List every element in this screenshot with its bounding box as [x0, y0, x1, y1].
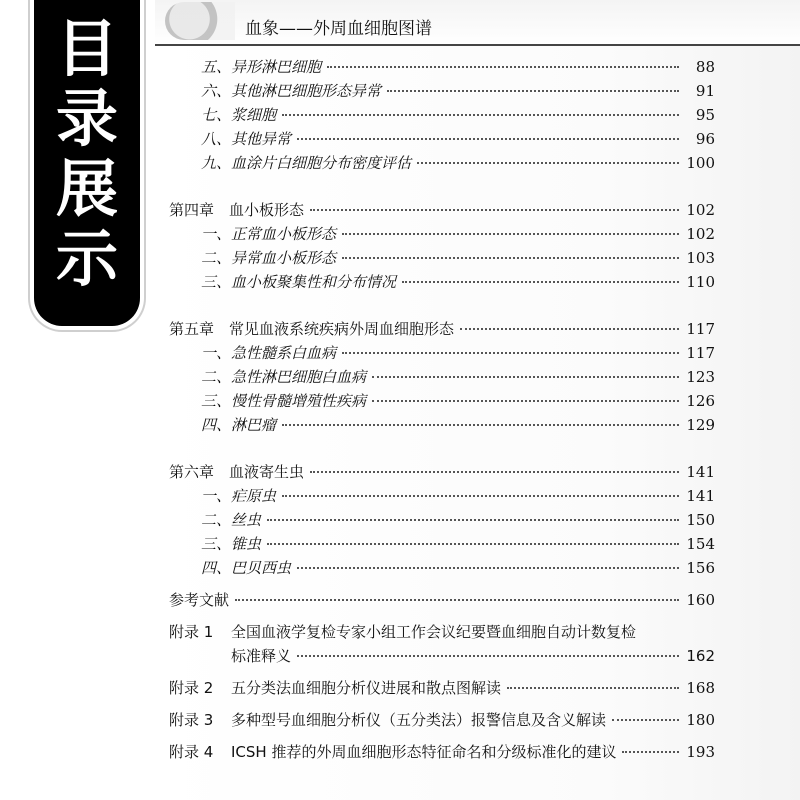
toc-page-number: 162 — [686, 647, 715, 665]
leader-dots — [372, 376, 679, 378]
toc-page-number: 103 — [686, 249, 715, 267]
leader-dots — [327, 66, 679, 68]
banner-char: 展 — [55, 152, 118, 225]
toc-entry-label: 六、其他淋巴细胞形态异常 — [201, 82, 382, 100]
appendix-tag: 附录 3 — [169, 711, 214, 729]
appendix-title: 五分类法血细胞分析仪进展和散点图解读 — [231, 679, 502, 697]
toc-page-number: 180 — [686, 711, 715, 729]
book-page — [155, 0, 800, 800]
leader-dots — [612, 719, 679, 721]
toc-entry[interactable] — [155, 104, 715, 128]
toc-entry[interactable] — [155, 342, 715, 366]
toc-page-number: 126 — [686, 392, 715, 410]
toc-references-label: 参考文献 — [169, 591, 230, 609]
toc-entry[interactable] — [155, 366, 715, 390]
leader-dots — [297, 138, 679, 140]
toc-page-number: 141 — [686, 487, 715, 505]
toc-entry[interactable] — [155, 557, 715, 581]
leader-dots — [297, 655, 679, 657]
leader-dots — [342, 233, 679, 235]
appendix-title: ICSH 推荐的外周血细胞形态特征命名和分级标准化的建议 — [231, 743, 617, 761]
leader-dots — [342, 257, 679, 259]
toc-entry[interactable] — [155, 128, 715, 152]
toc-page-number: 117 — [686, 320, 715, 338]
toc-entry-label: 一、正常血小板形态 — [201, 225, 337, 243]
toc-entry-label: 二、急性淋巴细胞白血病 — [201, 368, 367, 386]
toc-chapter[interactable] — [169, 199, 715, 223]
toc-entry[interactable] — [155, 390, 715, 414]
toc-appendix-1-cont[interactable] — [231, 645, 715, 669]
toc-entry[interactable] — [155, 485, 715, 509]
toc-references[interactable] — [169, 589, 715, 613]
toc-chapter[interactable] — [169, 461, 715, 485]
toc-chapter-label: 第四章 血小板形态 — [169, 201, 305, 219]
toc-chapter[interactable] — [169, 318, 715, 342]
toc-chapter-label: 第六章 血液寄生虫 — [169, 463, 305, 481]
leader-dots — [342, 352, 679, 354]
leader-dots — [282, 114, 679, 116]
leader-dots — [235, 599, 679, 601]
toc-entry-label: 一、疟原虫 — [201, 487, 277, 505]
leader-dots — [310, 209, 679, 211]
toc-page-number: 117 — [686, 344, 715, 362]
toc-appendix-3[interactable] — [169, 709, 715, 733]
leader-dots — [267, 519, 679, 521]
toc-entry[interactable] — [155, 223, 715, 247]
toc-entry-label: 五、异形淋巴细胞 — [201, 58, 322, 76]
toc-appendix-1[interactable] — [169, 621, 715, 645]
toc-page-number: 96 — [695, 130, 715, 148]
toc-appendix-2[interactable] — [169, 677, 715, 701]
toc-page-number: 102 — [686, 225, 715, 243]
toc-entry[interactable] — [155, 271, 715, 295]
toc-entry-label: 一、急性髓系白血病 — [201, 344, 337, 362]
appendix-title-cont: 标准释义 — [231, 647, 292, 665]
toc-entry-label: 二、丝虫 — [201, 511, 262, 529]
toc-entry-label: 四、巴贝西虫 — [201, 559, 292, 577]
toc-entry[interactable] — [155, 414, 715, 438]
toc-appendix-4[interactable] — [169, 741, 715, 765]
toc-entry-label: 八、其他异常 — [201, 130, 292, 148]
toc-page-number: 123 — [686, 368, 715, 386]
toc-page-number: 88 — [695, 58, 715, 76]
appendix-tag: 附录 2 — [169, 679, 214, 697]
catalog-banner — [34, 0, 140, 326]
book-title: 血象——外周血细胞图谱 — [245, 19, 432, 39]
leader-dots — [297, 567, 679, 569]
leader-dots — [282, 424, 679, 426]
leader-dots — [402, 281, 679, 283]
toc-page-number: 156 — [686, 559, 715, 577]
toc-entry-label: 三、血小板聚集性和分布情况 — [201, 273, 397, 291]
leader-dots — [460, 328, 679, 330]
appendix-tag: 附录 1 — [169, 623, 214, 641]
toc-page-number: 141 — [686, 463, 715, 481]
appendix-tag: 附录 4 — [169, 743, 214, 761]
leader-dots — [387, 90, 679, 92]
toc-page-number: 160 — [686, 591, 715, 609]
toc-page-number: 154 — [686, 535, 715, 553]
toc-entry[interactable] — [155, 247, 715, 271]
banner-char: 目 — [55, 12, 118, 85]
leader-dots — [507, 687, 679, 689]
toc-entry-label: 四、淋巴瘤 — [201, 416, 277, 434]
banner-char: 录 — [55, 82, 118, 155]
appendix-title: 全国血液学复检专家小组工作会议纪要暨血细胞自动计数复检 — [231, 623, 637, 641]
toc-page-number: 110 — [686, 273, 715, 291]
toc-entry-label: 三、锥虫 — [201, 535, 262, 553]
toc-chapter-label: 第五章 常见血液系统疾病外周血细胞形态 — [169, 320, 455, 338]
toc-entry-label: 三、慢性骨髓增殖性疾病 — [201, 392, 367, 410]
appendix-title: 多种型号血细胞分析仪（五分类法）报警信息及含义解读 — [231, 711, 607, 729]
toc-page-number: 129 — [686, 416, 715, 434]
toc-entry[interactable] — [155, 80, 715, 104]
banner-char: 示 — [55, 222, 118, 295]
toc-entry-label: 二、异常血小板形态 — [201, 249, 337, 267]
leader-dots — [267, 543, 679, 545]
toc-entry-label: 七、浆细胞 — [201, 106, 277, 124]
toc-page-number: 91 — [695, 82, 715, 100]
toc-entry-label: 九、血涂片白细胞分布密度评估 — [201, 154, 412, 172]
toc-entry[interactable] — [155, 152, 715, 176]
header-decoration — [165, 2, 235, 40]
toc-page-number: 168 — [686, 679, 715, 697]
toc-page-number: 95 — [695, 106, 715, 124]
toc-entry[interactable] — [155, 533, 715, 557]
leader-dots — [622, 751, 679, 753]
leader-dots — [310, 471, 679, 473]
page-header — [155, 0, 800, 46]
toc-page-number: 102 — [686, 201, 715, 219]
banner-text — [34, 14, 140, 294]
leader-dots — [372, 400, 679, 402]
toc-entry[interactable] — [155, 56, 715, 80]
toc-page-number: 193 — [686, 743, 715, 761]
leader-dots — [282, 495, 679, 497]
toc-page-number: 150 — [686, 511, 715, 529]
toc-page-number: 100 — [686, 154, 715, 172]
leader-dots — [417, 162, 679, 164]
toc-entry[interactable] — [155, 509, 715, 533]
